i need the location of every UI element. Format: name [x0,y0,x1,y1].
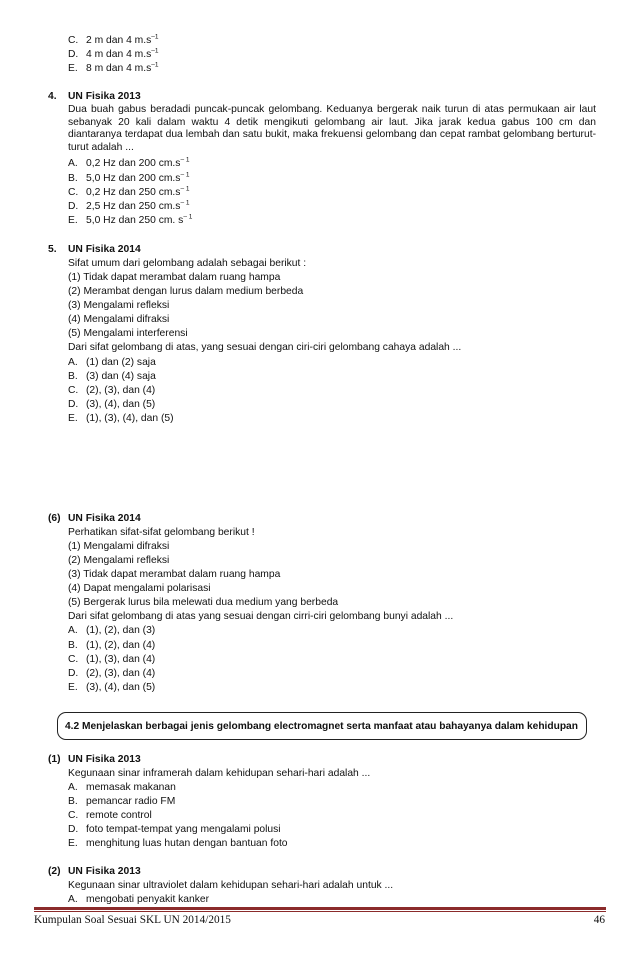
list-item: (5) Mengalami interferensi [68,328,188,339]
option-a: A. (1), (2), dan (3) [68,625,156,636]
list-item: (3) Mengalami refleksi [68,300,170,311]
option-c: C. remote control [68,810,152,821]
option-e: E. 5,0 Hz dan 250 cm. $s^{- 1}$ [68,213,193,226]
option-a: A. 0,2 Hz dan 200 $cm.s^{- 1}$ [68,156,190,169]
question-prompt: Dari sifat gelombang di atas, yang sesuai dengan ciri-ciri gelombang cahaya adalah ... [68,342,462,353]
option-c: C. 0,2 Hz dan 250 $cm.s^{- 1}$ [68,185,190,198]
question-intro: Perhatikan sifat-sifat gelombang berikut ! [68,527,255,538]
question-source: UN Fisika 2013 [68,91,141,102]
option-d: D. (3), (4), dan (5) [68,399,156,410]
option-b: B. 5,0 Hz dan 200 $cm.s^{- 1}$ [68,171,190,184]
list-item: (5) Bergerak lurus bila melewati dua medium yang berbeda [68,597,339,608]
question-number: (6) [48,513,61,524]
list-item: (2) Merambat dengan lurus dalam medium berbeda [68,286,304,297]
question-source: UN Fisika 2013 [68,866,141,877]
option-b: B. (1), (2), dan (4) [68,640,156,651]
option-c: C. (1), (3), dan (4) [68,654,156,665]
option-b: B. pemancar radio FM [68,796,176,807]
question-number: (2) [48,866,61,877]
question-number: 4. [48,91,57,102]
footer-title: Kumpulan Soal Sesuai SKL UN 2014/2015 [34,914,231,926]
option-c: C. 2 m dan 4 $m.s^{-1}$ [68,33,159,46]
list-item: (1) Tidak dapat merambat dalam ruang hampa [68,272,281,283]
option-d: D. (2), (3), dan (4) [68,668,156,679]
question-prompt: Dari sifat gelombang di atas yang sesuai dengan cirri-ciri gelombang bunyi adalah ... [68,611,454,622]
list-item: (3) Tidak dapat merambat dalam ruang hampa [68,569,281,580]
question-source: UN Fisika 2014 [68,244,141,255]
option-a: A. mengobati penyakit kanker [68,894,210,905]
question-prompt: Kegunaan sinar inframerah dalam kehidupan sehari-hari adalah ... [68,768,371,779]
section-heading-text: 4.2 Menjelaskan berbagai jenis gelombang electromagnet serta manfaat atau bahayanya dalam kehidupan [65,720,578,732]
option-a: A. (1) dan (2) saja [68,357,156,368]
option-d: D. 4 m dan 4 $m.s^{-1}$ [68,47,159,60]
footer-divider-thin [34,911,606,912]
option-e: E. menghitung luas hutan dengan bantuan foto [68,838,288,849]
option-a: A. memasak makanan [68,782,176,793]
question-number: 5. [48,244,57,255]
option-c: C. (2), (3), dan (4) [68,385,156,396]
option-e: E. 8 m dan 4 $m.s^{-1}$ [68,61,159,74]
list-item: (1) Mengalami difraksi [68,541,170,552]
question-intro: Sifat umum dari gelombang adalah sebagai berikut : [68,258,307,269]
option-b: B. (3) dan (4) saja [68,371,156,382]
option-e: E. (3), (4), dan (5) [68,682,156,693]
list-item: (2) Mengalami refleksi [68,555,170,566]
question-source: UN Fisika 2014 [68,513,141,524]
list-item: (4) Dapat mengalami polarisasi [68,583,211,594]
footer-divider [34,907,606,910]
section-heading [57,712,587,740]
option-d: D. foto tempat-tempat yang mengalami polusi [68,824,281,835]
question-prompt: Kegunaan sinar ultraviolet dalam kehidupan sehari-hari adalah untuk ... [68,880,394,891]
question-number: (1) [48,754,61,765]
question-body: Dua buah gabus beradadi puncak-puncak gelombang. Keduanya bergerak naik turun di atas permukaan air laut sebanyak 20 kali dalam waktu 4 detik mengikuti gelombang air laut. Jika jarak kedua gabus 100 cm dan diantaranya terdapat dua lembah dan satu bukit, maka frekuensi gelombang dan cepat rambat gelombang berturut-turut adalah ... [68,104,596,153]
page-number: 46 [593,914,605,926]
question-source: UN Fisika 2013 [68,754,141,765]
list-item: (4) Mengalami difraksi [68,314,170,325]
option-e: E. (1), (3), (4), dan (5) [68,413,174,424]
option-d: D. 2,5 Hz dan 250 $cm.s^{- 1}$ [68,199,190,212]
